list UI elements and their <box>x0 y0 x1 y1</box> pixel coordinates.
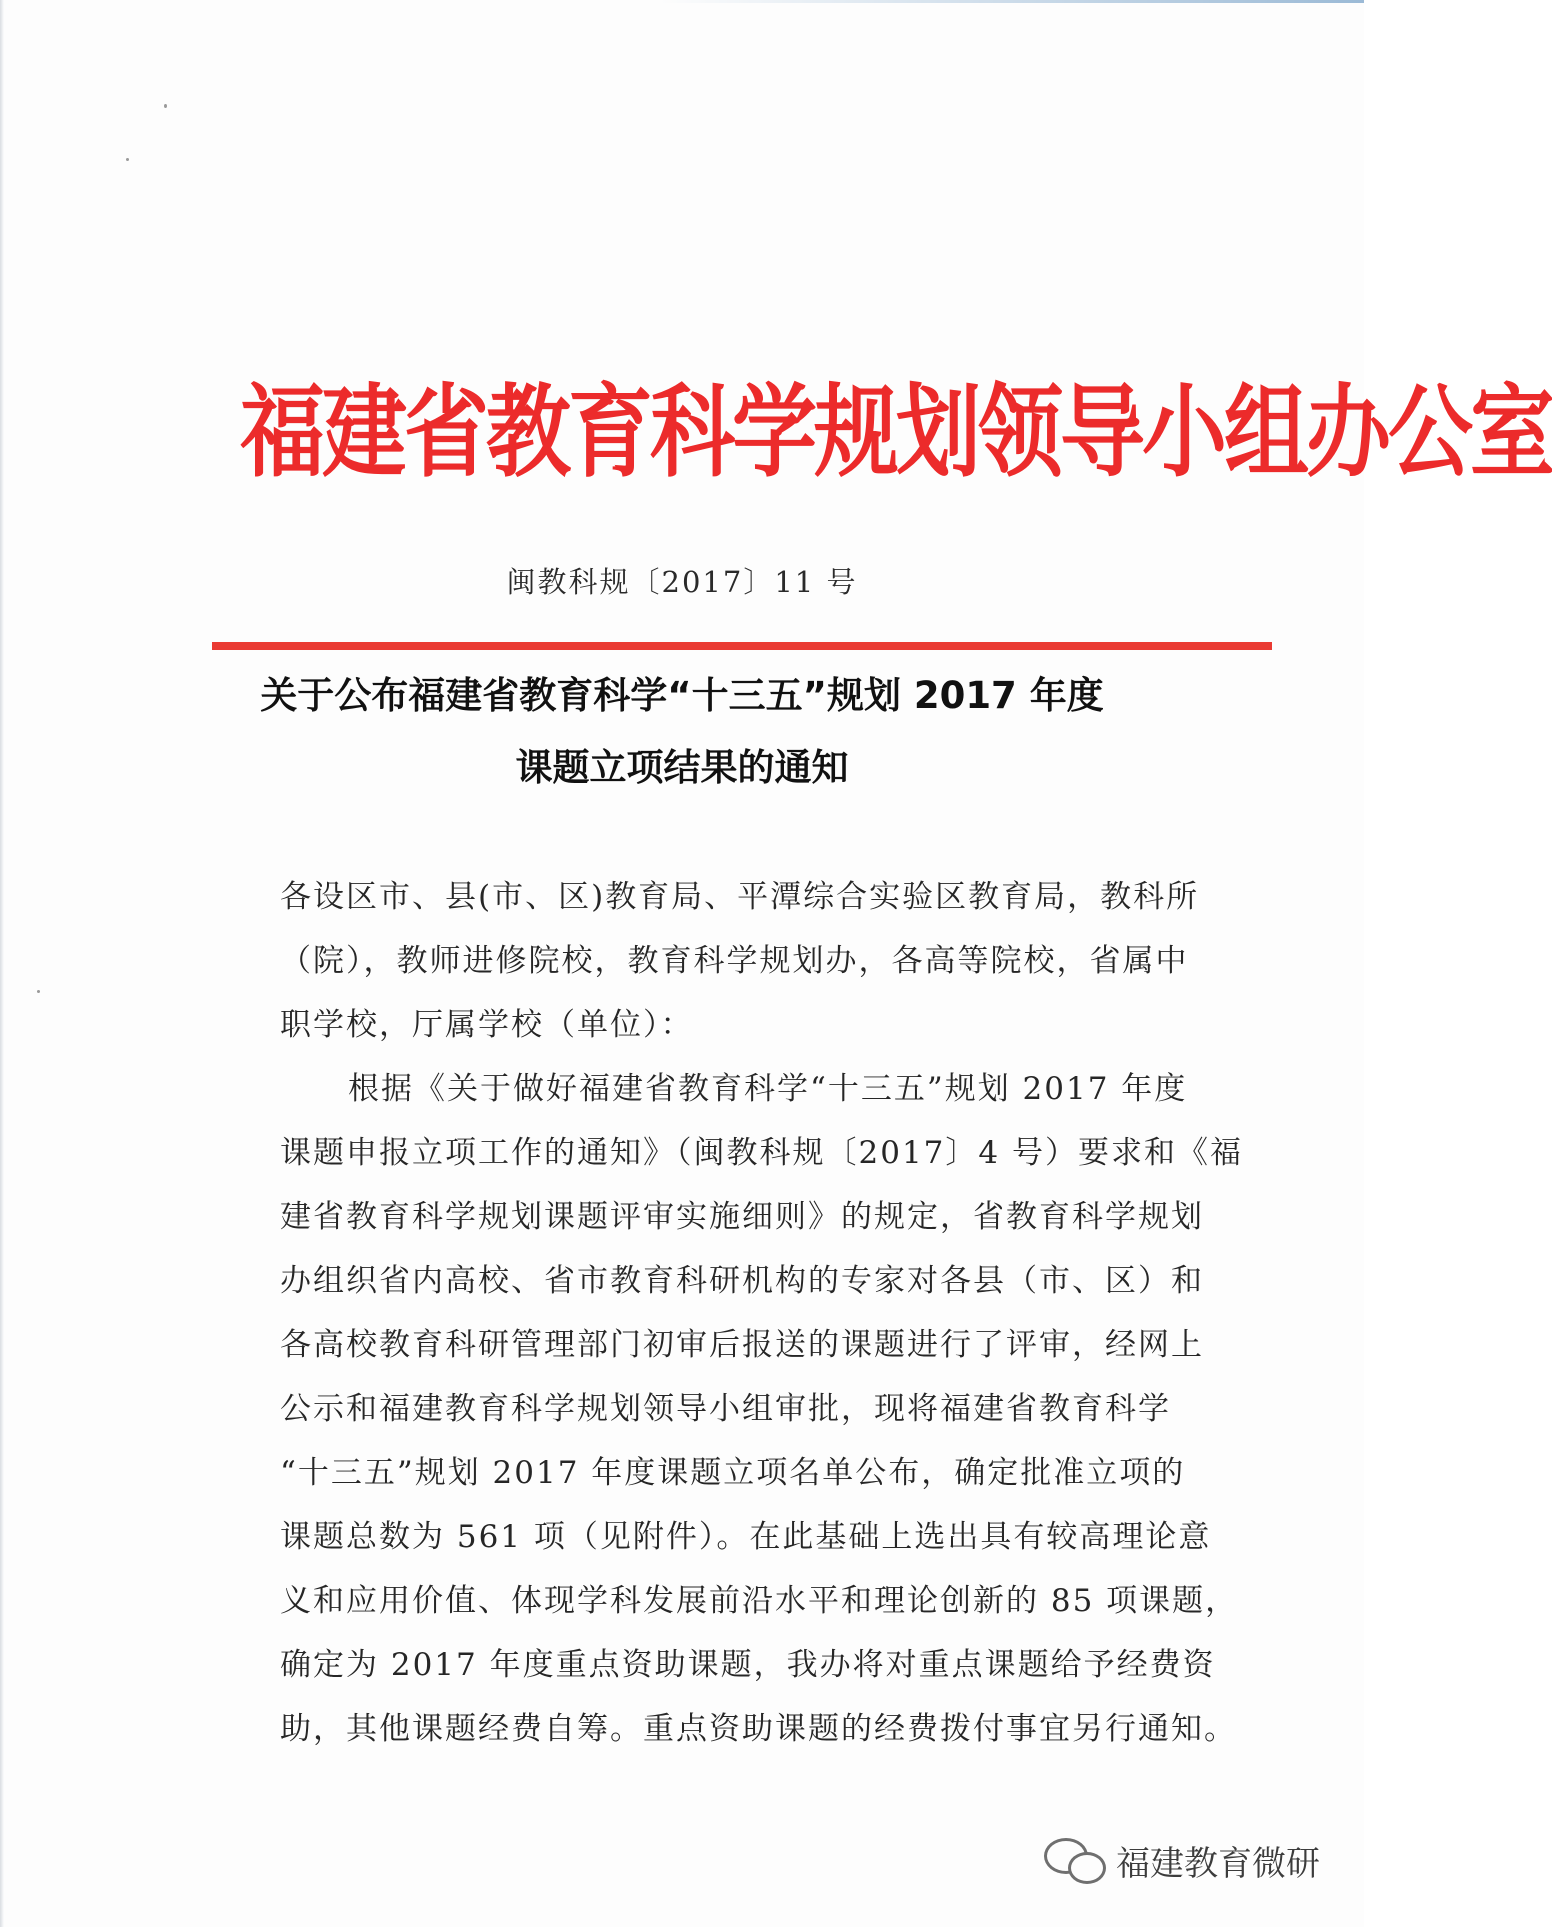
notice-title <box>0 660 1364 804</box>
paragraph-line: 建省教育科学规划课题评审实施细则》的规定，省教育科学规划 <box>280 1199 1204 1235</box>
address-line: 各设区市、县(市、区)教育局、平潭综合实验区教育局，教科所 <box>280 879 1200 915</box>
paragraph-line: “十三五”规划 2017 年度课题立项名单公布，确定批准立项的 <box>280 1455 1186 1491</box>
document-number: 闽教科规〔2017〕11 号 <box>506 565 858 599</box>
paragraph-line: 义和应用价值、体现学科发展前沿水平和理论创新的 85 项课题， <box>280 1583 1239 1619</box>
address-line: （院），教师进修院校，教育科学规划办，各高等院校，省属中 <box>280 943 1189 979</box>
paragraph-line: 课题总数为 561 项（见附件）。在此基础上选出具有较高理论意 <box>280 1519 1212 1555</box>
wechat-icon <box>1044 1838 1106 1884</box>
paragraph-line: 课题申报立项工作的通知》（闽教科规〔2017〕4 号）要求和《福 <box>280 1135 1243 1171</box>
notice-title-line: 关于公布福建省教育科学“十三五”规划 2017 年度 <box>260 674 1104 717</box>
scan-edge-left <box>0 0 4 1927</box>
watermark-text: 福建教育微研 <box>1116 1844 1320 1884</box>
paragraph-line: 助，其他课题经费自筹。重点资助课题的经费拨付事宜另行通知。 <box>280 1711 1237 1747</box>
scan-speck <box>37 990 40 993</box>
notice-body <box>280 865 1243 1761</box>
paragraph-line: 根据《关于做好福建省教育科学“十三五”规划 2017 年度 <box>348 1071 1188 1107</box>
paragraph-line: 确定为 2017 年度重点资助课题，我办将对重点课题给予经费资 <box>280 1647 1216 1683</box>
address-line: 职学校，厅属学校（单位）： <box>280 1007 694 1043</box>
issuing-organization-header: 福建省教育科学规划领导小组办公室 <box>240 373 1552 492</box>
paragraph-line: 公示和福建教育科学规划领导小组审批，现将福建省教育科学 <box>280 1391 1171 1427</box>
scan-speck <box>126 158 129 161</box>
notice-title-line: 课题立项结果的通知 <box>515 746 849 789</box>
wechat-watermark <box>1044 1836 1320 1885</box>
scan-edge-top <box>660 0 1364 3</box>
paragraph-line: 各高校教育科研管理部门初审后报送的课题进行了评审，经网上 <box>280 1327 1204 1363</box>
paragraph-line: 办组织省内高校、省市教育科研机构的专家对各县（市、区）和 <box>280 1263 1204 1299</box>
scan-speck <box>164 104 167 108</box>
red-divider-rule <box>212 642 1272 650</box>
